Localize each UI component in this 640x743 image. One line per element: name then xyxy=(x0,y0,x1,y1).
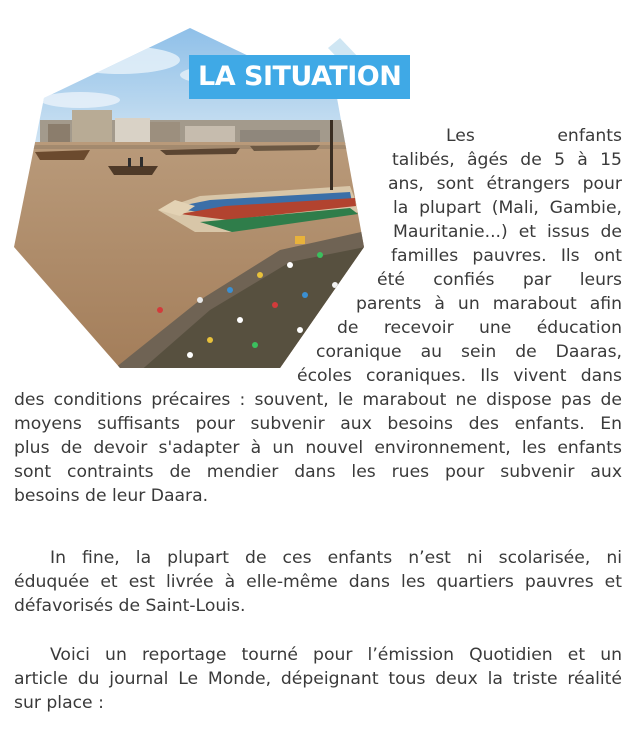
paragraph-1-line-2: talibés, âgés de 5 à 15 xyxy=(392,150,622,170)
paragraph-2-line-3: défavorisés de Saint-Louis. xyxy=(14,596,246,616)
paragraph-1-line-6: familles pauvres. Ils ont xyxy=(391,246,622,266)
paragraph-1-line-8: parents à un marabout afin xyxy=(356,294,622,314)
paragraph-1-line-5: Mauritanie...) et issus de xyxy=(393,222,622,242)
paragraph-1-line-14: plus de devoir s'adapter à un nouvel environnement, les enfants xyxy=(14,438,622,458)
paragraph-1-line-12: des conditions précaires : souvent, le marabout ne dispose pas de xyxy=(14,390,622,410)
paragraph-1-line-13: moyens suffisants pour subvenir aux besoins des enfants. En xyxy=(14,414,622,434)
paragraph-1-line-1: Les enfants xyxy=(446,126,622,146)
paragraph-1-line-15: sont contraints de mendier dans les rues pour subvenir aux xyxy=(14,462,622,482)
paragraph-1-line-16: besoins de leur Daara. xyxy=(14,486,209,506)
paragraph-2-line-2: éduquée et est livrée à elle-même dans les quartiers pauvres et xyxy=(14,572,622,592)
paragraph-3-line-2: article du journal Le Monde, dépeignant tous deux la triste réalité xyxy=(14,669,622,689)
section-title-badge: LA SITUATION xyxy=(189,55,410,99)
paragraph-1-line-9: de recevoir une éducation xyxy=(337,318,622,338)
paragraph-3-line-1: Voici un reportage tourné pour l’émission Quotidien et un xyxy=(50,645,622,665)
paragraph-1-line-7: été confiés par leurs xyxy=(377,270,622,290)
paragraph-3-line-3: sur place : xyxy=(14,693,104,713)
paragraph-1-line-3: ans, sont étrangers pour xyxy=(388,174,622,194)
paragraph-1-line-4: la plupart (Mali, Gambie, xyxy=(393,198,622,218)
paragraph-1-line-11: écoles coraniques. Ils vivent dans xyxy=(297,366,622,386)
paragraph-1-line-10: coranique au sein de Daaras, xyxy=(316,342,622,362)
paragraph-2-line-1: In fine, la plupart de ces enfants n’est ni scolarisée, ni xyxy=(50,548,622,568)
